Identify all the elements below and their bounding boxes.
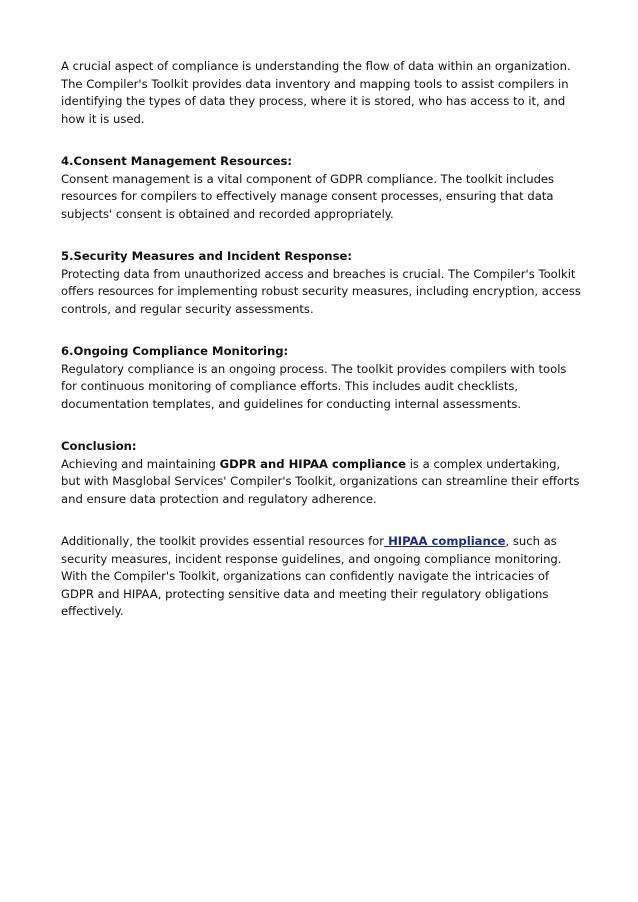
- hipaa-compliance-link[interactable]: HIPAA compliance: [384, 534, 506, 548]
- document-body: [61, 58, 581, 621]
- section-5-body: Protecting data from unauthorized access and breaches is crucial. The Compiler's Toolkit offers resources for implementing robust security measures, including encryption, access controls, and regular security assessments.: [61, 266, 581, 316]
- conclusion-paragraph: [61, 456, 581, 509]
- section-5-heading: 5.Security Measures and Incident Response:: [61, 249, 352, 263]
- section-4-heading: 4.Consent Management Resources:: [61, 154, 293, 168]
- final-text-start: Additionally, the toolkit provides essential resources for: [61, 534, 385, 548]
- section-6-body: Regulatory compliance is an ongoing process. The toolkit provides compilers with tools for continuous monitoring of compliance efforts. This includes audit checklists, documentation templates, and guidelines for conducting internal assessments.: [61, 361, 567, 411]
- final-paragraph: [61, 533, 581, 621]
- section-4-body: Consent management is a vital component of GDPR compliance. The toolkit includes resources for compilers to effectively manage consent processes, ensuring that data subjects' consent is obtained and recorded appropriately.: [61, 171, 555, 221]
- conclusion-text-start: Achieving and maintaining: [61, 456, 220, 471]
- intro-paragraph: A crucial aspect of compliance is understanding the flow of data within an organization. The Compiler's Toolkit provides data inventory and mapping tools to assist compilers in identifying the types of data they process, where it is stored, who has access to it, and how it is used.: [61, 59, 571, 126]
- final-text-end: , such as security measures, incident response guidelines, and ongoing compliance monitoring. With the Compiler's Toolkit, organizations can confidently navigate the intricacies of GDPR and HIPAA, protecting sensitive data and meeting their regulatory obligations effectively.: [61, 534, 562, 618]
- conclusion-text-end: is a complex undertaking, but with Masglobal Services' Compiler's Toolkit, organizations can streamline their efforts and ensure data protection and regulatory adherence.: [61, 456, 580, 506]
- section-6-heading: 6.Ongoing Compliance Monitoring:: [61, 344, 289, 358]
- conclusion-heading: Conclusion:: [61, 439, 137, 453]
- conclusion-emphasis: GDPR and HIPAA compliance: [219, 456, 407, 471]
